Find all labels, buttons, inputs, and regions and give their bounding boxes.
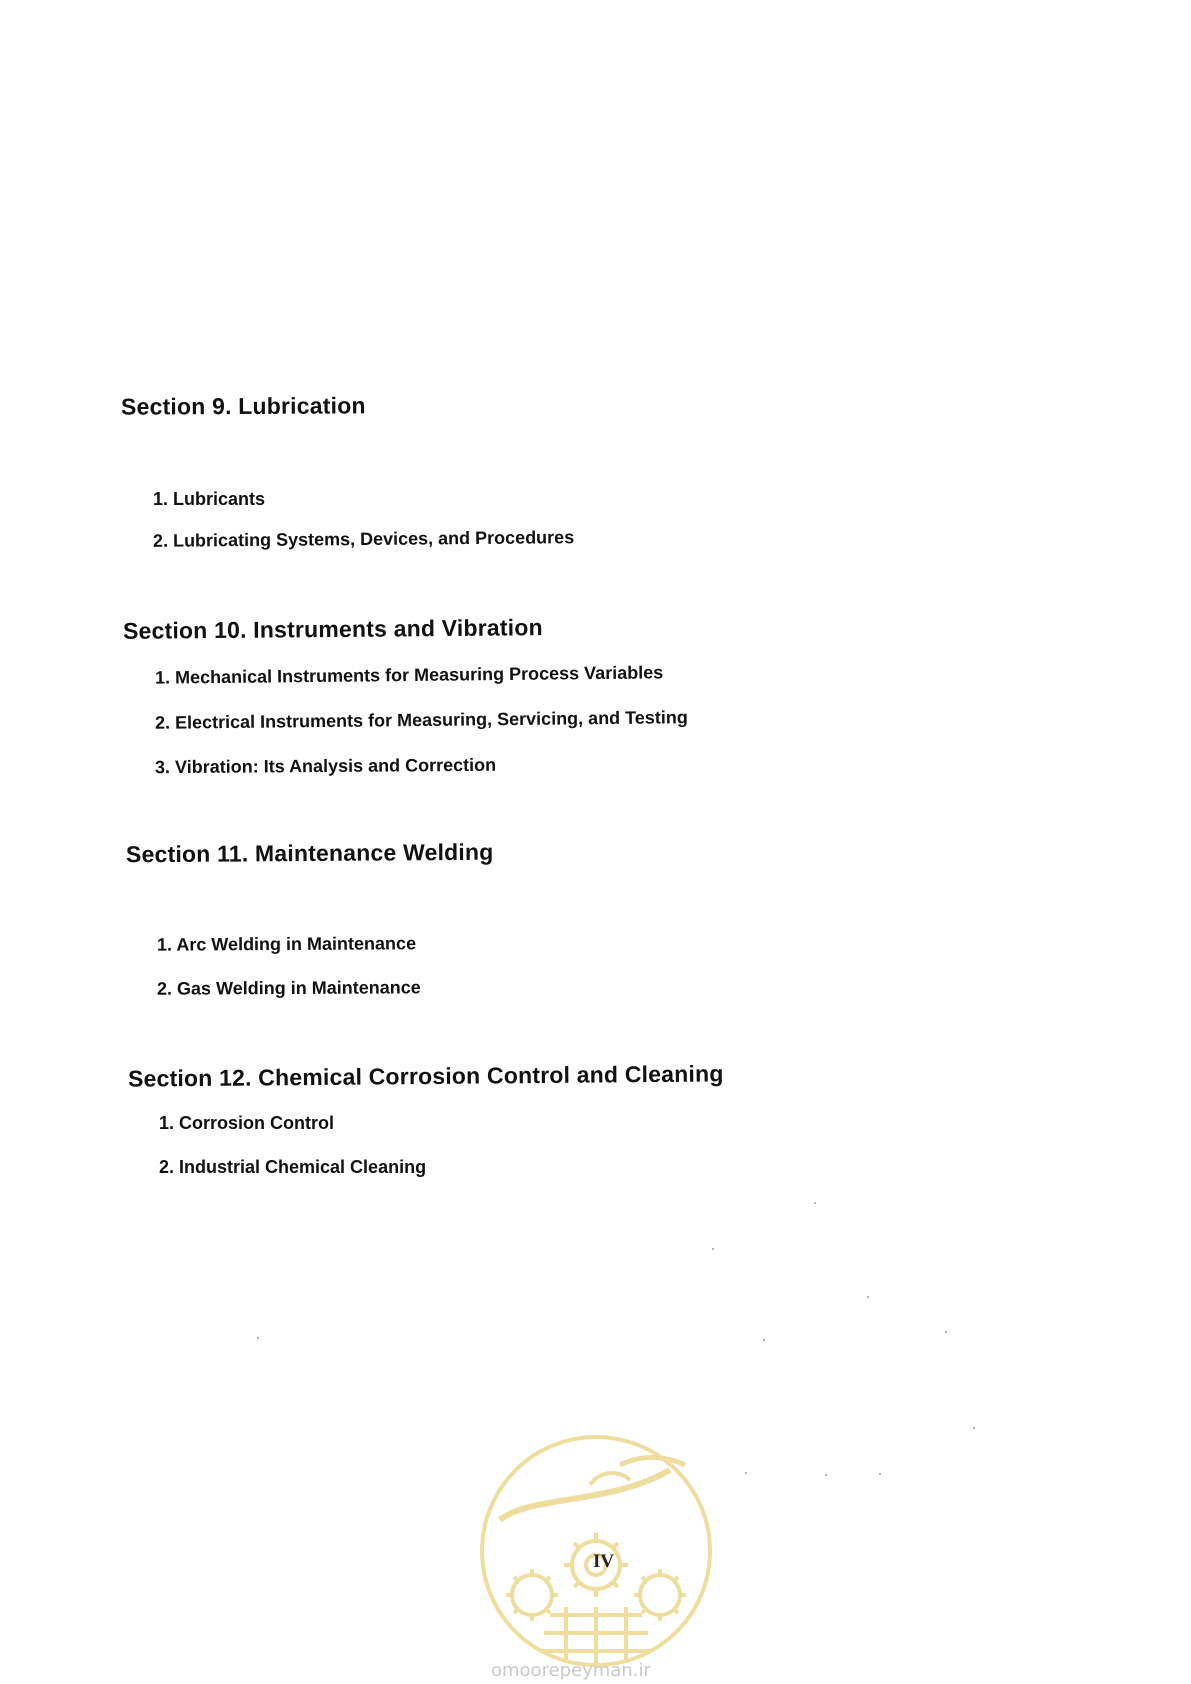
scan-speck xyxy=(745,1472,747,1474)
section-item: 1. Mechanical Instruments for Measuring Process Variables xyxy=(154,662,664,688)
section-item: 1. Lubricants xyxy=(153,489,266,509)
section-item: 3. Vibration: Its Analysis and Correction xyxy=(154,754,497,778)
section-heading: Section 12. Chemical Corrosion Control and Cleaning xyxy=(127,1060,724,1092)
section-item: 1. Arc Welding in Maintenance xyxy=(156,933,417,955)
scan-speck xyxy=(945,1331,947,1333)
section-item: 1. Corrosion Control xyxy=(159,1113,334,1133)
scan-speck xyxy=(867,1296,869,1298)
scan-speck xyxy=(257,1337,259,1339)
section-heading: Section 11. Maintenance Welding xyxy=(125,838,494,868)
scan-speck xyxy=(763,1339,765,1341)
section-item: 2. Industrial Chemical Cleaning xyxy=(159,1157,427,1177)
scan-speck xyxy=(973,1427,975,1429)
watermark-url: omoorepeyman.ir xyxy=(491,1660,651,1681)
page-number: IV xyxy=(593,1551,615,1572)
scan-speck xyxy=(879,1473,881,1475)
scan-speck xyxy=(814,1202,816,1204)
scan-speck xyxy=(825,1474,827,1476)
section-item: 2. Electrical Instruments for Measuring, Servicing, and Testing xyxy=(154,707,688,733)
section-heading: Section 10. Instruments and Vibration xyxy=(122,614,543,644)
scan-speck xyxy=(712,1248,714,1250)
section-item: 2. Lubricating Systems, Devices, and Procedures xyxy=(152,527,575,551)
section-item: 2. Gas Welding in Maintenance xyxy=(156,977,421,999)
section-heading: Section 9. Lubrication xyxy=(120,392,366,420)
